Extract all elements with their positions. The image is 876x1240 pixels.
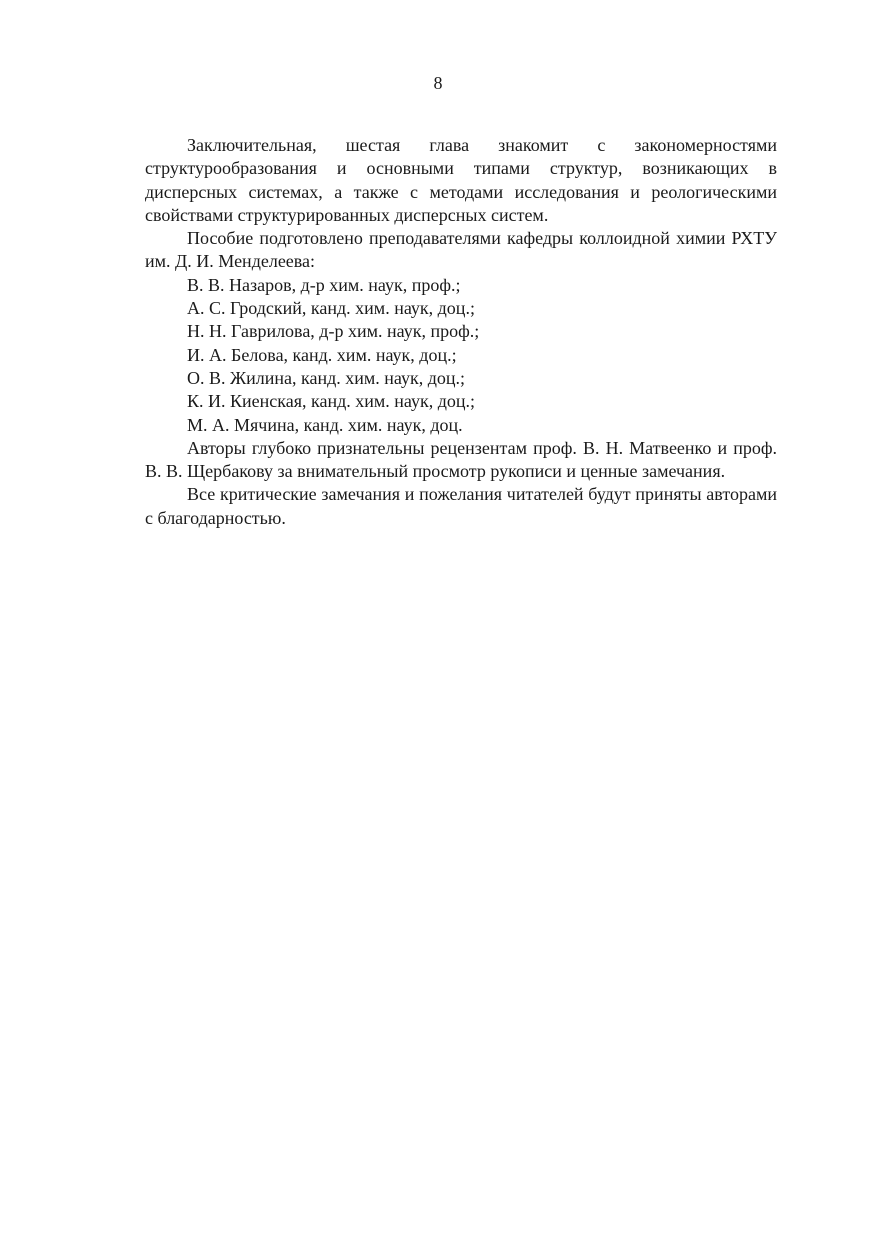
page-body — [145, 134, 777, 530]
paragraph-gratitude: Авторы глубоко признательны рецензентам проф. В. Н. Матвеенко и проф. В. В. Щербакову за внимательный просмотр рукописи и ценные замечания. — [145, 437, 777, 482]
paragraph-chapter-summary: Заключительная, шестая глава знакомит с закономерностями структурообразования и основными типами структур, возникающих в дисперсных системах, а также с методами исследования и реологическими свойствами структурированных дисперсных систем. — [145, 135, 777, 225]
author-item: О. В. Жилина, канд. хим. наук, доц.; — [187, 367, 466, 388]
author-item: Н. Н. Гаврилова, д-р хим. наук, проф.; — [187, 321, 480, 342]
author-list — [145, 274, 777, 437]
paragraph-feedback: Все критические замечания и пожелания читателей будут приняты авторами с благодарностью. — [145, 484, 777, 528]
page-number: 8 — [433, 73, 443, 93]
author-item: М. А. Мячина, канд. хим. наук, доц. — [187, 414, 463, 435]
author-item: И. А. Белова, канд. хим. наук, доц.; — [187, 344, 457, 365]
author-item: А. С. Гродский, канд. хим. наук, доц.; — [187, 298, 475, 319]
author-item: К. И. Киенская, канд. хим. наук, доц.; — [187, 391, 476, 412]
paragraph-prepared-by: Пособие подготовлено преподавателями кафедры коллоидной химии РХТУ им. Д. И. Менделеева: — [145, 228, 777, 272]
author-item: В. В. Назаров, д-р хим. наук, проф.; — [187, 274, 461, 295]
